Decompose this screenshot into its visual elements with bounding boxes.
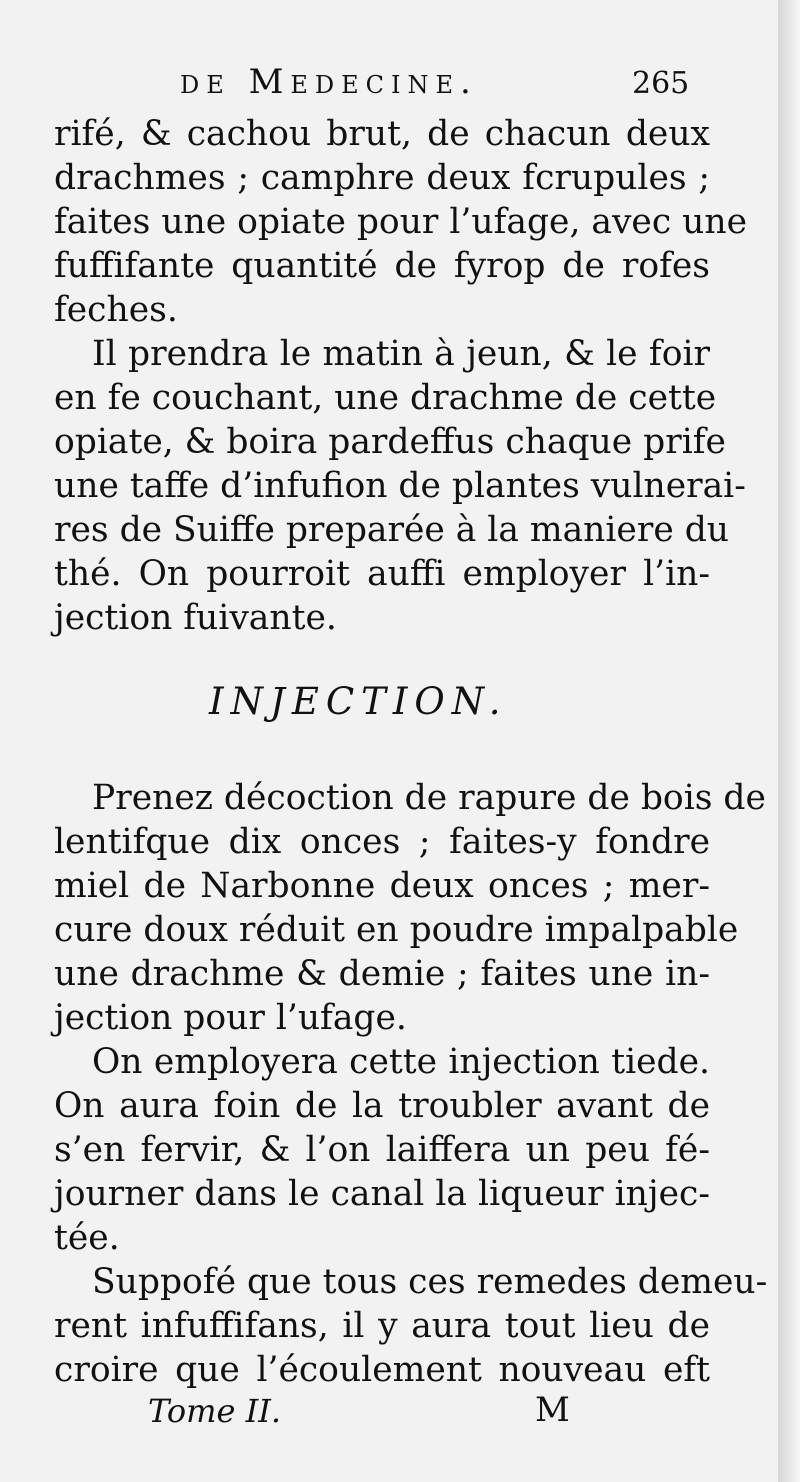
text-line: lentifque dix onces ; faites-y fondre	[54, 822, 710, 862]
running-title: de Medecine.	[180, 62, 478, 102]
text-line: journer dans le canal la liqueur injec-	[54, 1174, 710, 1214]
text-line: fuffifante quantité de fyrop de rofes	[54, 246, 710, 286]
text-line: Suppofé que tous ces remedes demeu-	[92, 1262, 768, 1302]
text-line: res de Suiffe preparée à la maniere du	[54, 510, 730, 550]
text-line: s’en fervir, & l’on laiffera un peu fé-	[54, 1130, 710, 1170]
text-line: Il prendra le matin à jeun, & le foir	[92, 334, 710, 374]
text-line: On aura foin de la troubler avant de	[54, 1086, 710, 1126]
text-line: thé. On pourroit auffi employer l’in-	[54, 554, 710, 594]
text-line: drachmes ; camphre deux fcrupules ;	[54, 158, 710, 198]
text-line: miel de Narbonne deux onces ; mer-	[54, 866, 710, 906]
text-line: feches.	[54, 290, 178, 330]
signature-mark: M	[535, 1390, 570, 1430]
text-line: en fe couchant, une drachme de cette	[54, 378, 717, 418]
text-line: rent infuffifans, il y aura tout lieu de	[54, 1306, 710, 1346]
text-line: une taffe d’infufion de plantes vulnerai-	[54, 466, 746, 506]
text-line: croire que l’écoulement nouveau eft	[54, 1350, 710, 1390]
section-heading: INJECTION.	[209, 680, 508, 723]
text-line: jection pour l’ufage.	[54, 998, 407, 1038]
text-line: opiate, & boira pardeffus chaque prife	[54, 422, 726, 462]
page-edge	[778, 0, 800, 1482]
text-line: rifé, & cachou brut, de chacun deux	[54, 114, 710, 154]
text-line: On employera cette injection tiede.	[92, 1042, 710, 1082]
text-line: tée.	[54, 1218, 120, 1258]
text-line: cure doux réduit en poudre impalpable	[54, 910, 739, 950]
running-head	[0, 62, 778, 110]
volume-label: Tome II.	[148, 1392, 282, 1430]
text-line: une drachme & demie ; faites une in-	[54, 954, 710, 994]
text-line: jection fuivante.	[54, 598, 337, 638]
text-line: Prenez décoction de rapure de bois de	[92, 778, 766, 818]
page-number: 265	[632, 66, 690, 101]
text-line: faites une opiate pour l’ufage, avec une	[54, 202, 747, 242]
